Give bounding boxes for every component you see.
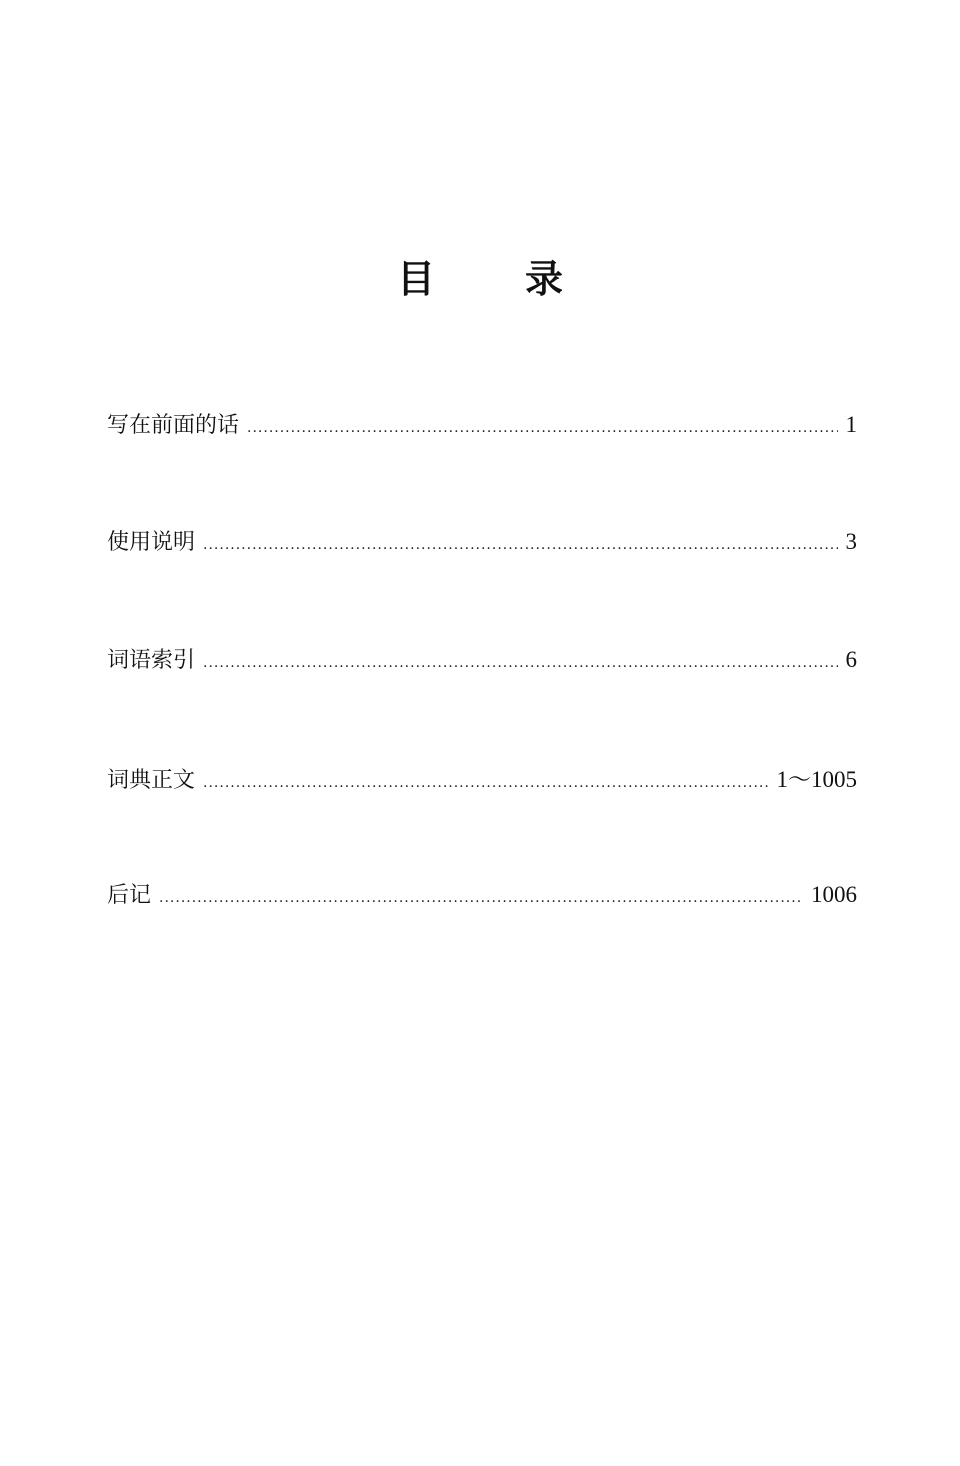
toc-entry-page: 1006 [811,882,857,907]
title-char-1: 目 [396,256,435,301]
toc-entry-label: 后记 [107,883,152,908]
dot-leader [159,890,803,906]
page-title [0,248,960,303]
toc-entry-page: 6 [845,647,857,672]
toc-entry-label: 词语索引 [107,648,196,673]
toc-entry[interactable] [107,408,857,438]
dot-leader [247,420,837,436]
toc-entry-page: 1 [845,412,857,437]
toc-entry-label: 使用说明 [107,530,196,555]
toc-entry-label: 词典正文 [107,768,196,793]
toc-entry-page: 1～1005 [776,767,857,792]
toc-entry[interactable] [107,761,857,791]
dot-leader [203,655,837,671]
toc-entry[interactable] [107,525,857,555]
toc-entry-page: 3 [845,529,857,554]
dot-leader [203,537,837,553]
toc-entry-label: 写在前面的话 [107,413,240,438]
dot-leader [203,775,768,791]
title-char-2: 录 [524,256,563,301]
toc-entry[interactable] [107,643,857,673]
toc-entry[interactable] [107,878,857,908]
